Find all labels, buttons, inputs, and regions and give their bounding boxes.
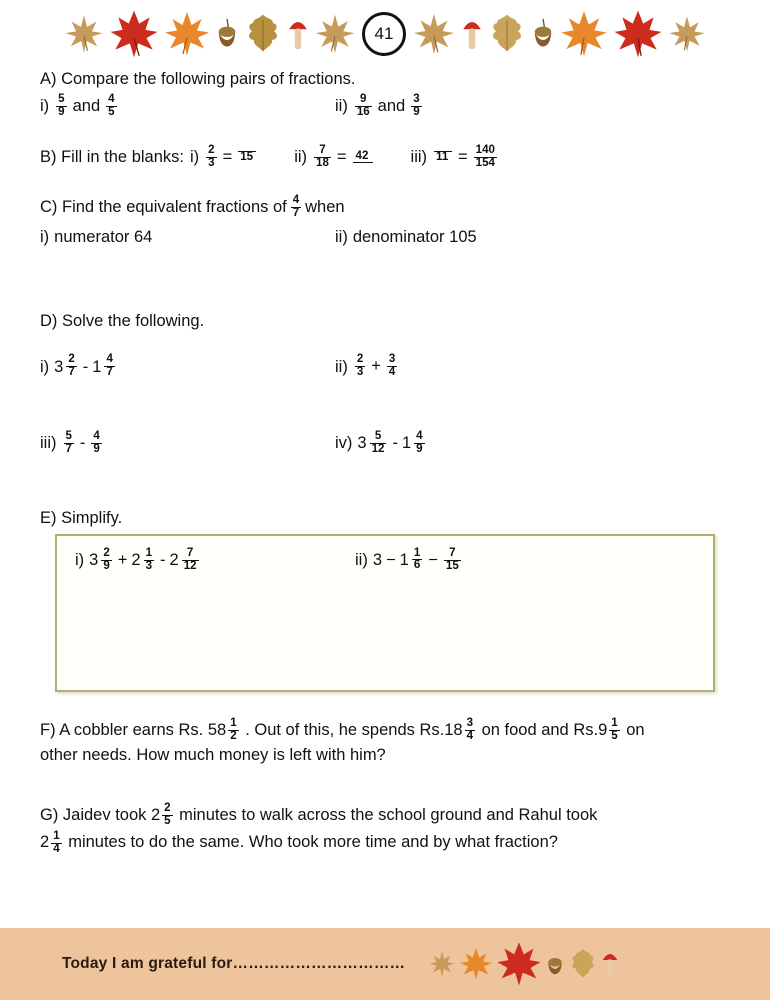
oak-leaf-brown-icon	[242, 9, 284, 59]
section-e-item-ii	[355, 548, 713, 573]
item-label: iii)	[40, 434, 57, 453]
equals-sign: =	[458, 147, 468, 166]
expression	[62, 431, 104, 456]
mushroom-red-icon	[286, 11, 310, 57]
item-label: i)	[40, 97, 50, 116]
fraction-denominator: 7	[106, 366, 113, 379]
maple-leaf-tan-icon	[427, 947, 457, 981]
maple-leaf-red-icon	[108, 7, 160, 61]
fraction-denominator: 4	[388, 366, 396, 379]
text-run: 2	[40, 833, 50, 852]
acorn-icon	[214, 14, 240, 54]
fraction	[387, 354, 397, 379]
conjunction: and	[72, 97, 101, 116]
item-text: denominator 105	[352, 227, 477, 246]
section-e	[40, 507, 730, 691]
page-header-decoration	[0, 0, 770, 68]
whole-part: 2	[131, 551, 141, 570]
text-run: G) Jaidev took 2	[40, 805, 161, 824]
operator: −	[428, 550, 438, 569]
fraction	[465, 718, 475, 743]
fraction	[206, 145, 216, 170]
section-d-heading: D) Solve the following.	[40, 312, 205, 331]
section-f-line-2: other needs. How much money is left with him?	[40, 746, 386, 765]
maple-leaf-orange-icon	[458, 945, 494, 983]
section-a-heading: A) Compare the following pairs of fractions.	[40, 70, 356, 88]
text-run: minutes to walk across the school ground and Rahul took	[174, 805, 598, 824]
fraction-denominator: 7	[65, 442, 72, 455]
footer-band	[0, 928, 770, 1000]
section-g-line-1	[40, 803, 730, 829]
fraction	[91, 431, 101, 456]
fraction-numerator: 7	[186, 546, 194, 559]
fraction	[162, 803, 172, 828]
fraction-numerator: 1	[611, 717, 618, 730]
fraction-numerator: 5	[58, 93, 65, 106]
maple-leaf-tan-icon	[312, 9, 358, 59]
operator: +	[371, 357, 381, 376]
fraction	[314, 145, 331, 170]
section-e-item-i	[75, 548, 355, 573]
fraction	[182, 548, 199, 573]
mushroom-red-icon	[600, 947, 620, 981]
fraction-numerator: 2	[164, 802, 171, 815]
fraction-denominator: 12	[371, 442, 385, 455]
item-text: numerator 64	[54, 227, 153, 246]
fraction-numerator: 2	[208, 143, 215, 156]
whole-part: 3	[357, 434, 367, 453]
oak-leaf-brown-icon	[567, 946, 599, 982]
fraction-denominator: 9	[103, 559, 110, 572]
section-a-item-ii	[335, 94, 730, 119]
oak-leaf-brown-icon	[486, 9, 528, 59]
item-label: i)	[40, 227, 50, 246]
equals-sign: =	[336, 147, 347, 166]
fraction-denominator: 9	[416, 442, 423, 455]
section-b	[40, 145, 730, 170]
fraction	[444, 548, 461, 573]
fraction-numerator: 1	[413, 546, 421, 559]
fraction-numerator: 4	[292, 194, 300, 207]
whole-part: 1	[92, 357, 102, 376]
section-c-item-ii	[335, 226, 730, 248]
section-c-item-i	[40, 226, 335, 248]
header-leaf-strip-left	[62, 5, 358, 63]
section-g-line-2	[40, 830, 730, 856]
item-label: i)	[75, 551, 85, 570]
item-label: i)	[189, 147, 200, 166]
fraction-numerator: 3	[413, 93, 420, 106]
fraction-numerator: 4	[93, 429, 100, 442]
footer-leaf-strip	[427, 943, 620, 985]
operator: -	[392, 434, 398, 453]
fraction	[106, 94, 116, 119]
maple-leaf-tan-icon	[410, 9, 458, 59]
fraction-numerator: 140	[475, 143, 495, 156]
fraction	[66, 354, 76, 379]
fraction	[104, 354, 114, 379]
section-f-line-1	[40, 718, 730, 744]
mixed-number	[54, 354, 79, 379]
fraction-denominator: 9	[93, 442, 100, 455]
fraction-denominator: 3	[356, 366, 364, 379]
fraction	[51, 831, 61, 856]
mushroom-red-icon	[460, 11, 484, 57]
fraction-denominator: 11	[434, 151, 452, 164]
section-g	[40, 803, 730, 856]
operator: −	[386, 550, 396, 569]
operator: -	[160, 551, 166, 570]
fraction-numerator: 2	[68, 353, 75, 366]
mixed-number	[357, 431, 388, 456]
fraction	[355, 94, 372, 119]
fraction-denominator: 5	[164, 815, 171, 828]
fraction	[609, 718, 619, 743]
conjunction: and	[377, 97, 406, 116]
section-e-items	[75, 548, 713, 573]
section-d-row-1	[40, 354, 730, 379]
page-number-badge: 41	[362, 12, 406, 56]
fraction-denominator: 4	[53, 842, 60, 855]
expression	[373, 548, 463, 573]
mixed-number	[400, 548, 425, 573]
fraction	[414, 431, 424, 456]
fraction-numerator: 3	[388, 353, 396, 366]
operator: +	[117, 551, 128, 570]
section-d-item-i	[40, 354, 335, 379]
fraction	[412, 548, 422, 573]
fraction	[64, 431, 74, 456]
item-label: ii)	[335, 357, 348, 376]
fraction-denominator: 15	[445, 559, 459, 572]
expression	[89, 548, 200, 573]
maple-leaf-tan-icon	[666, 11, 708, 57]
fraction-denominator: 4	[466, 730, 473, 742]
item-label: ii)	[294, 147, 308, 166]
fraction-blank[interactable]	[238, 151, 256, 164]
acorn-icon	[544, 948, 566, 980]
section-e-answer-box[interactable]	[55, 534, 715, 692]
fraction	[144, 548, 154, 573]
section-b-item-i	[190, 145, 258, 170]
section-c	[40, 195, 730, 248]
section-b-item-ii	[294, 145, 374, 170]
worksheet-content	[0, 68, 770, 856]
fraction	[56, 94, 66, 119]
section-c-heading	[40, 195, 730, 220]
fraction	[370, 431, 387, 456]
mixed-number	[402, 431, 427, 456]
fraction-denominator-blank[interactable]	[353, 162, 373, 163]
fraction-denominator: 5	[108, 106, 115, 119]
maple-leaf-red-icon	[612, 7, 664, 61]
maple-leaf-orange-icon	[558, 8, 610, 60]
header-leaf-strip-right	[410, 5, 708, 63]
expression	[54, 354, 117, 379]
fraction-denominator: 2	[230, 730, 237, 742]
item-label: iv)	[335, 434, 353, 453]
item-label: iii)	[410, 147, 428, 166]
expression	[353, 354, 399, 379]
fraction	[228, 718, 238, 743]
text-run: minutes to do the same. Who took more time and by what fraction?	[63, 833, 558, 852]
fraction-numerator: 9	[360, 93, 367, 106]
fraction-denominator: 9	[413, 106, 420, 119]
acorn-icon	[530, 14, 556, 54]
fraction-numerator: 7	[449, 547, 456, 560]
fraction-numerator: 42	[355, 149, 369, 162]
whole-part: 3	[89, 551, 99, 570]
gratitude-prompt: Today I am grateful for……………………………	[62, 955, 406, 972]
fraction-numerator: 7	[319, 143, 326, 156]
fraction-denominator: 154	[475, 156, 495, 169]
fraction-numerator: 1	[53, 829, 60, 842]
fraction-numerator: 2	[103, 546, 110, 559]
whole-number: 3	[372, 550, 383, 569]
item-label: i)	[40, 357, 50, 376]
fraction-numerator: 4	[108, 93, 115, 106]
mixed-number	[170, 548, 201, 573]
fraction-denominator: 9	[58, 106, 65, 119]
fraction	[101, 548, 111, 573]
fraction	[355, 354, 365, 379]
item-label: ii)	[355, 551, 368, 570]
text-run: . Out of this, he spends Rs.18	[240, 720, 463, 739]
item-label: ii)	[335, 227, 348, 246]
fraction-denominator: 16	[356, 106, 370, 119]
mixed-number	[92, 354, 117, 379]
fraction	[411, 94, 421, 119]
fraction-numerator: 1	[230, 717, 237, 730]
section-b-heading: B) Fill in the blanks:	[40, 147, 184, 166]
fraction-denominator: 6	[413, 559, 421, 572]
section-a	[40, 68, 730, 119]
mixed-number	[131, 548, 156, 573]
fraction-denominator: 3	[208, 156, 215, 169]
fraction-denominator: 15	[238, 151, 256, 164]
fraction-numerator: 4	[106, 353, 113, 366]
fraction-denominator: 7	[292, 207, 300, 220]
section-b-item-iii	[411, 145, 499, 170]
text-run: F) A cobbler earns Rs. 58	[40, 720, 227, 739]
fraction-numerator: 5	[374, 429, 382, 442]
fraction-numerator: 1	[145, 546, 153, 559]
whole-part: 1	[401, 434, 412, 453]
operator: -	[79, 433, 86, 452]
section-d-row-2	[40, 431, 730, 456]
fraction-denominator: 5	[611, 730, 618, 742]
section-c-items	[40, 226, 730, 248]
fraction-denominator: 12	[183, 559, 197, 572]
section-d-item-ii	[335, 354, 730, 379]
operator: -	[82, 357, 89, 376]
maple-leaf-red-icon	[495, 940, 543, 988]
maple-leaf-tan-icon	[62, 10, 106, 58]
fraction	[291, 195, 301, 220]
fraction-numerator: 4	[416, 429, 423, 442]
whole-part: 1	[399, 550, 409, 569]
expression	[357, 431, 426, 456]
fraction-denominator: 18	[316, 156, 329, 169]
text-run: on food and Rs.9	[476, 720, 608, 739]
mixed-number	[89, 548, 114, 573]
section-c-heading-post: when	[305, 198, 345, 217]
fraction-numerator: 2	[356, 353, 364, 366]
fraction-numerator: 5	[65, 429, 72, 442]
section-a-item-i	[40, 94, 335, 119]
fraction	[474, 145, 497, 170]
whole-part: 2	[169, 551, 179, 570]
fraction-blank[interactable]	[353, 151, 373, 164]
section-c-heading-pre: C) Find the equivalent fractions of	[40, 198, 287, 217]
section-d-item-iv	[335, 431, 730, 456]
fraction-denominator: 7	[68, 366, 75, 379]
section-e-heading: E) Simplify.	[40, 509, 123, 528]
equals-sign: =	[222, 147, 233, 166]
section-a-items	[40, 94, 730, 119]
section-d	[40, 310, 730, 455]
fraction-numerator: 3	[466, 717, 473, 730]
maple-leaf-orange-icon	[162, 8, 212, 60]
item-label: ii)	[335, 97, 348, 116]
section-d-item-iii	[40, 431, 335, 456]
whole-part: 3	[54, 357, 64, 376]
section-f	[40, 718, 730, 769]
fraction-denominator: 3	[145, 559, 153, 572]
text-run: on	[621, 720, 645, 739]
fraction-blank[interactable]	[434, 151, 452, 164]
